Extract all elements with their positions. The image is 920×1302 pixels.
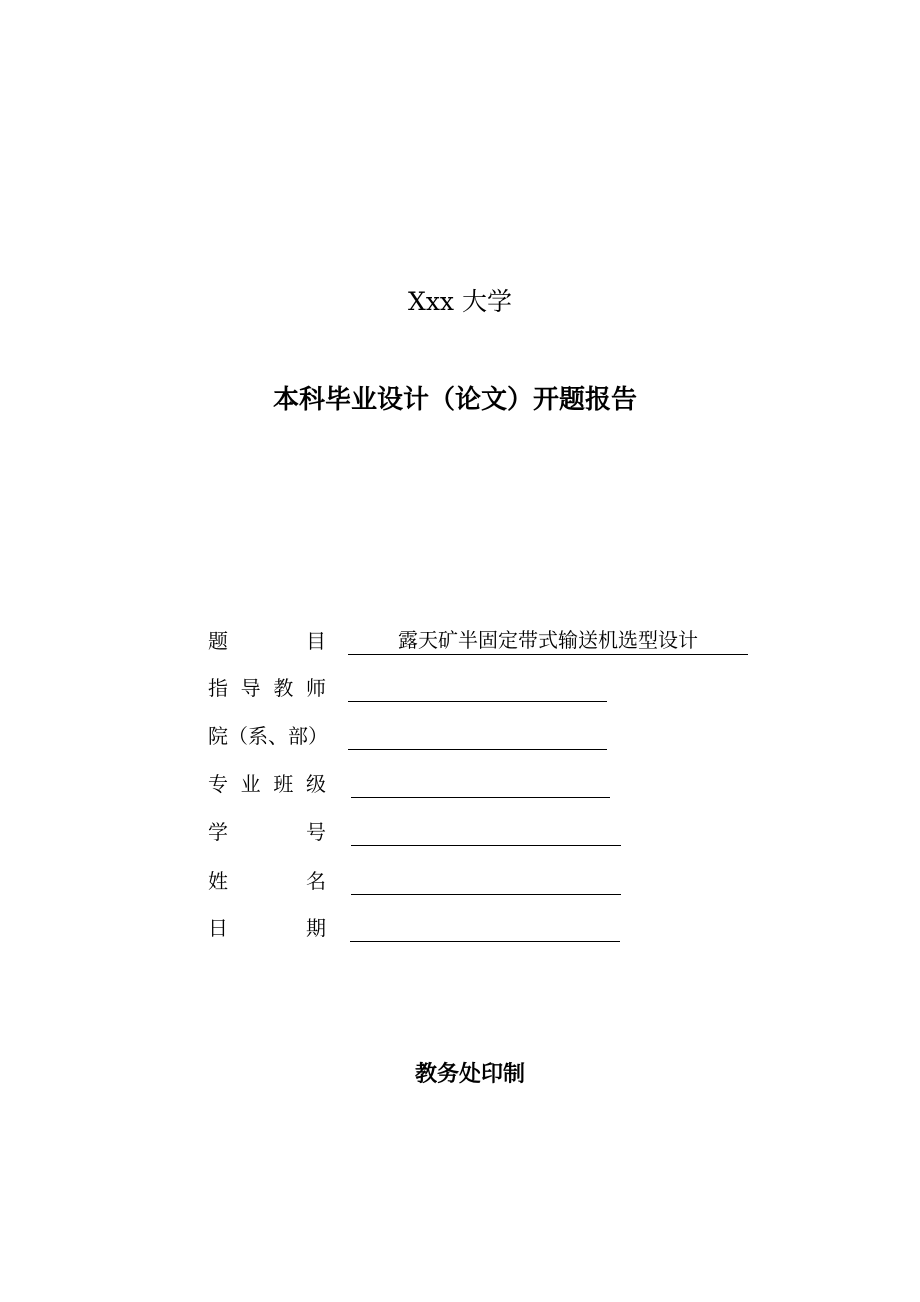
report-title: 本科毕业设计（论文）开题报告 xyxy=(272,385,637,415)
field-date-label: 日期 xyxy=(208,916,326,940)
field-department-label: 院（系、部） xyxy=(208,724,328,748)
field-title-label: 题目 xyxy=(208,629,326,653)
field-class-label: 专业班级 xyxy=(208,772,326,796)
field-class-value xyxy=(351,769,610,798)
field-department-value xyxy=(348,721,607,750)
field-student-id-value xyxy=(351,817,621,846)
university-name: Xxx 大学 xyxy=(408,287,512,316)
field-student-id-label: 学号 xyxy=(208,820,326,844)
printer-credit: 教务处印制 xyxy=(414,1062,525,1087)
field-advisor-value xyxy=(348,673,607,702)
field-name-value xyxy=(351,866,621,895)
field-name-label: 姓名 xyxy=(208,869,326,893)
field-advisor-label: 指导教师 xyxy=(208,676,326,700)
field-title-value: 露天矿半固定带式输送机选型设计 xyxy=(348,626,748,655)
field-date-value xyxy=(350,913,620,942)
